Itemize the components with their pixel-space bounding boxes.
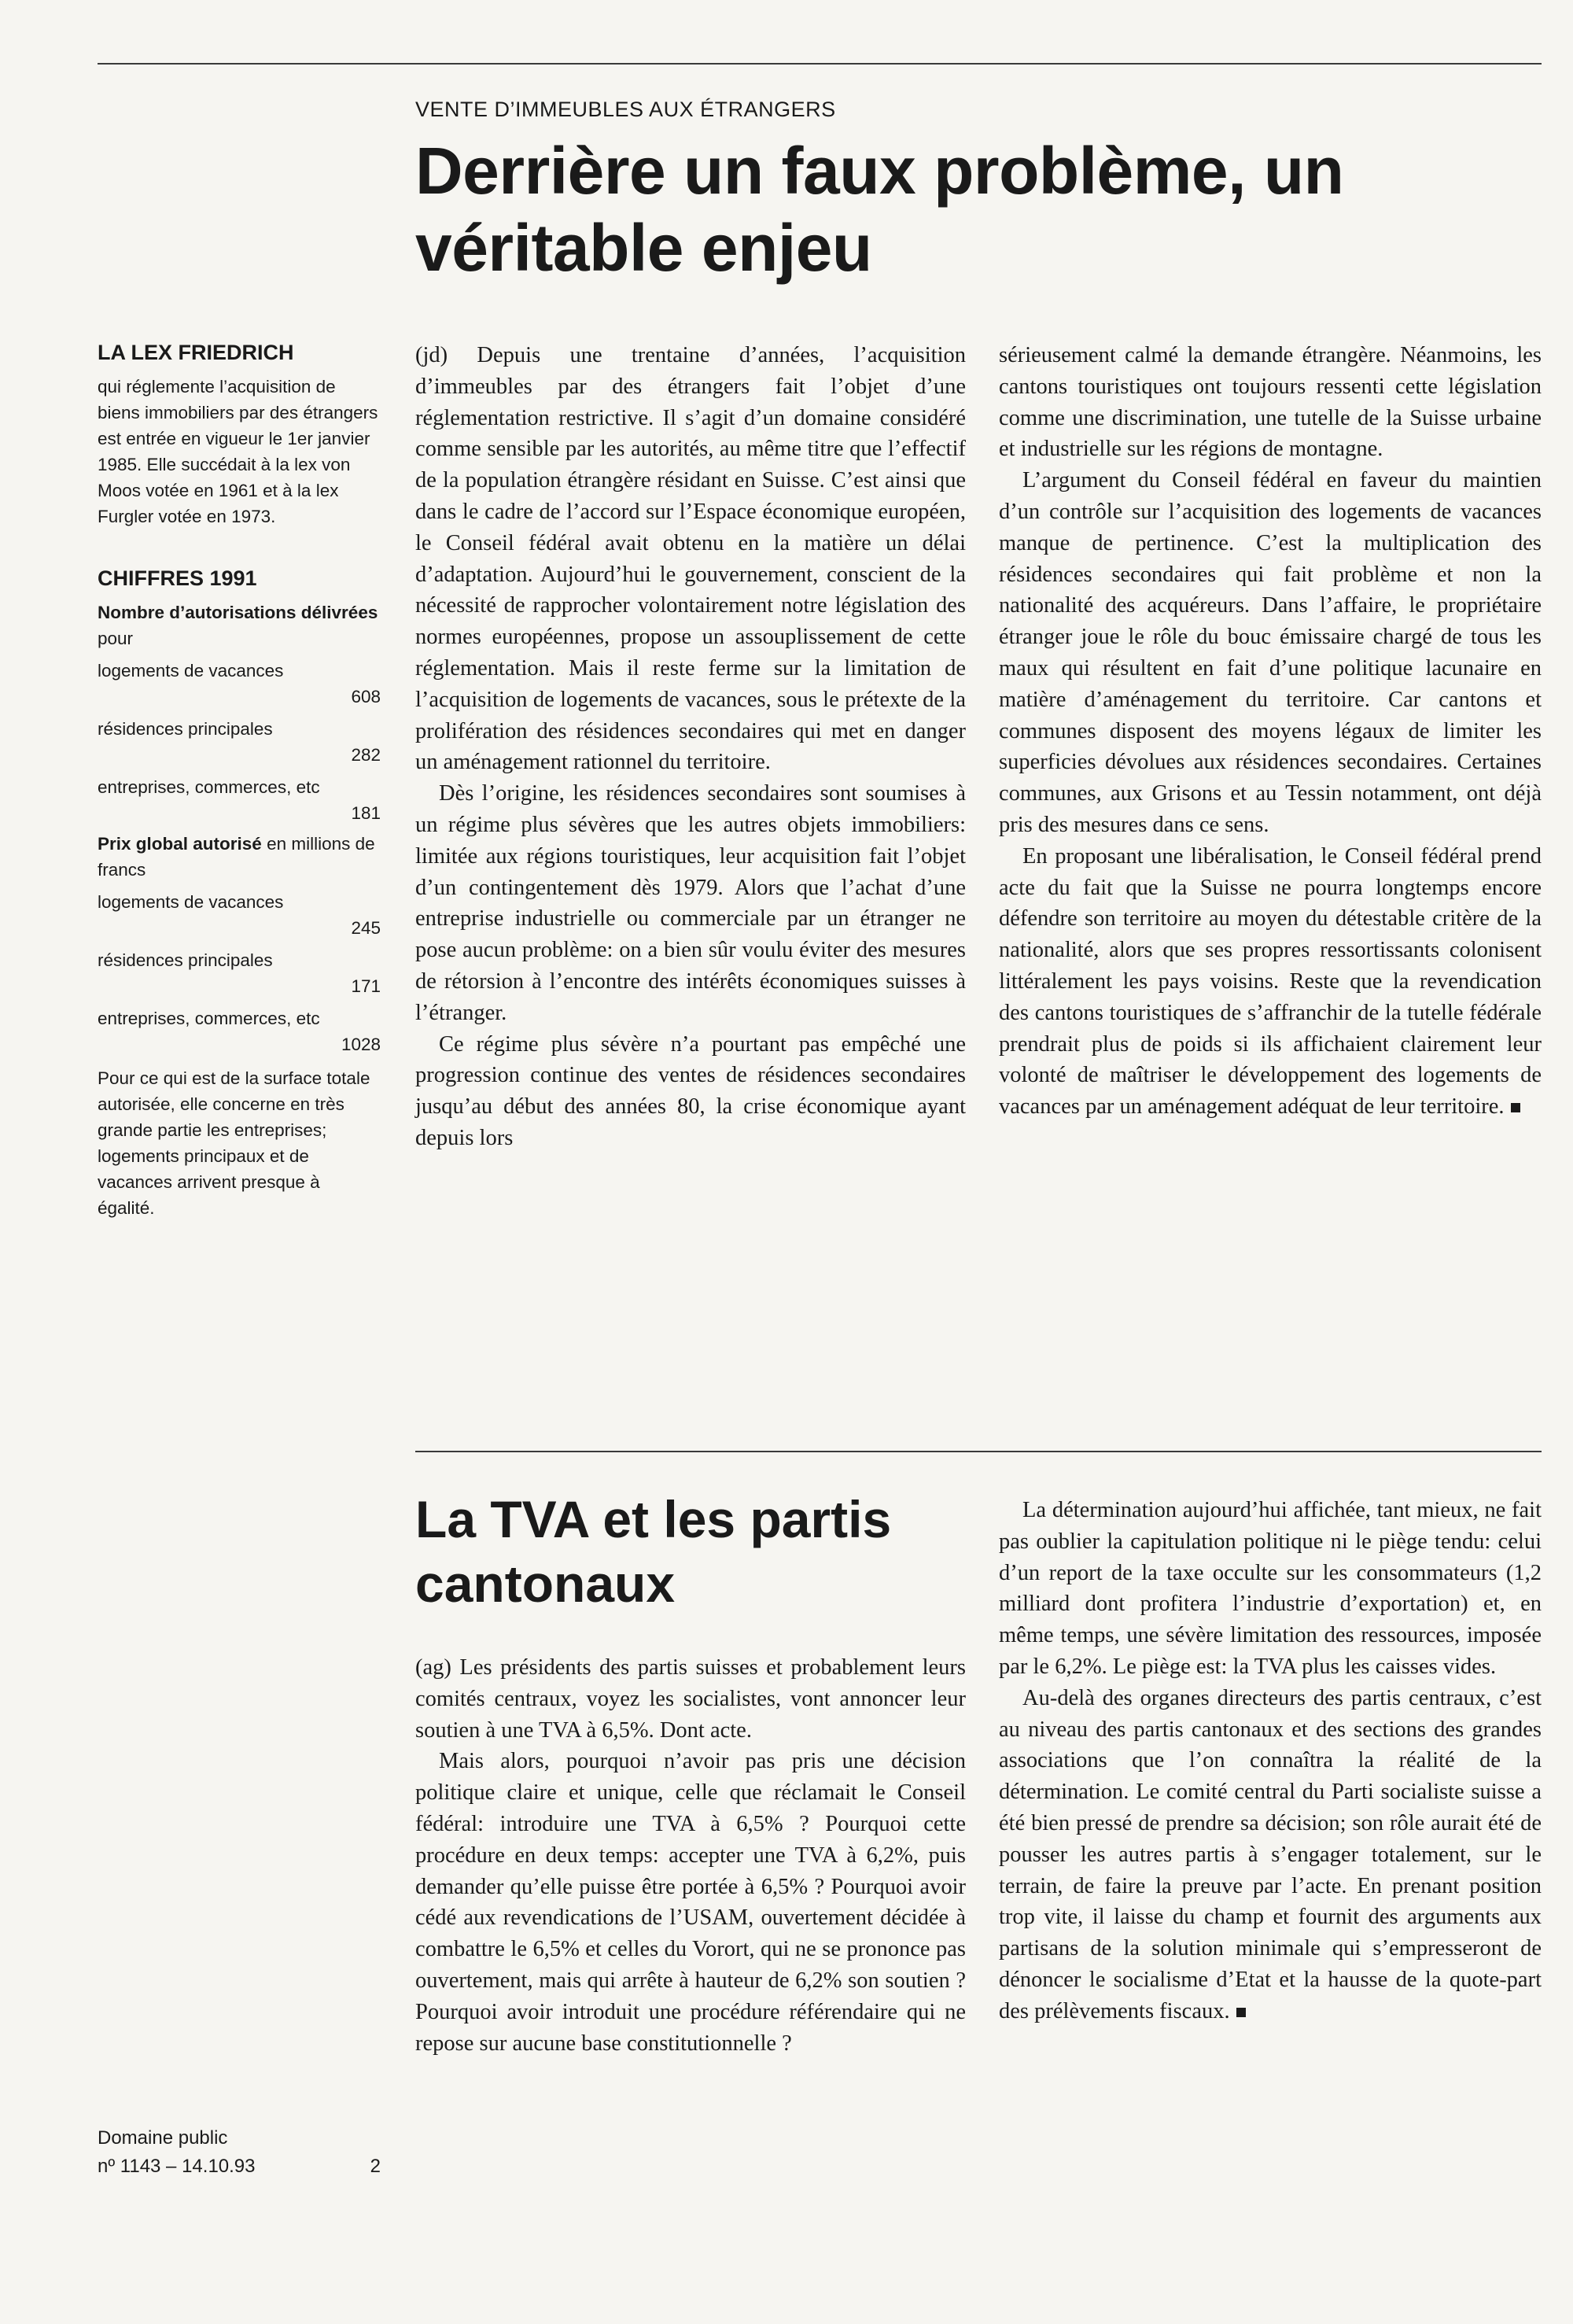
- stat-group-title: [98, 599, 381, 651]
- article1-column-2: [999, 340, 1542, 1123]
- stat-group-title-suffix: en millions de francs: [98, 834, 375, 880]
- article1-paragraph: sérieusement calmé la demande étrangère. Néanmoins, les cantons touristiques ont toujours ressenti cette législation comme une discrimination, une tutelle de la Suisse urbaine et industrielle sur les régions de montagne.: [999, 343, 1542, 462]
- stat-label: logements de vacances: [98, 892, 284, 912]
- sidebar: [98, 340, 381, 1221]
- article2-headline: La TVA et les partis cantonaux: [415, 1490, 892, 1613]
- stat-value: 1028: [341, 1035, 381, 1054]
- stat-label: résidences principales: [98, 719, 273, 739]
- article1-paragraph: L’argument du Conseil fédéral en faveur du maintien d’un contrôle sur l’acquisition des logements de vacances manque de pertinence. C’est la multiplication des résidences secondaires qui fait problème et non la nationalité des acquéreurs. Dans l’affaire, le propriétaire étranger joue le rôle du bouc émissaire chargé de tous les maux qui résultent en fait d’une politique lacunaire en matière d’aménagement du territoire. Car cantons et communes disposent des moyens légaux de limiter les superficies dévolues aux résidences secondaires. Certaines communes, aux Grisons et au Tessin notamment, ont déjà pris des mesures dans ce sens.: [999, 468, 1542, 837]
- stat-label: logements de vacances: [98, 661, 284, 681]
- stat-value: 181: [351, 803, 381, 823]
- sidebar-heading: CHIFFRES 1991: [98, 566, 257, 590]
- stat-value: 245: [351, 918, 381, 938]
- top-rule: [98, 63, 1542, 65]
- sidebar-text: qui réglemente l’acquisition de biens immobiliers par des étrangers est entrée en vigueur le 1er janvier 1985. Elle succédait à la lex von Moos votée en 1961 et à la lex Furgler votée en 1973.: [98, 377, 378, 526]
- end-mark-icon: [1236, 2008, 1246, 2017]
- sidebar-note: Pour ce qui est de la surface totale autorisée, elle concerne en très grande partie les entreprises; logements principaux et de vacances arrivent presque à égalité.: [98, 1068, 370, 1218]
- article2-paragraph: (ag) Les présidents des partis suisses et probablement leurs comités centraux, voyez les socialistes, vont annoncer leur soutien à une TVA à 6,5%. Dont acte.: [415, 1655, 966, 1743]
- article2-column-1: [415, 1652, 966, 2059]
- article-kicker: VENTE D’IMMEUBLES AUX ÉTRANGERS: [415, 98, 836, 121]
- sidebar-heading: LA LEX FRIEDRICH: [98, 341, 294, 364]
- article2-paragraph: Mais alors, pourquoi n’avoir pas pris une décision politique claire et unique, celle que réclamait le Conseil fédéral: introduire une TVA à 6,5% ? Pourquoi cette procédure en deux temps: accepter une TVA à 6,2%, puis demander qu’elle puisse être portée à 6,5% ? Pourquoi avoir cédé aux revendications de l’USAM, ouvertement décidée à combattre le 6,5% et celles du Vorort, qui ne se prononce pas ouvertement, mais qui arrête à hauteur de 6,2% son soutien ? Pourquoi avoir introduit une procédure référendaire qui ne repose sur aucune base constitutionnelle ?: [415, 1749, 966, 2056]
- stat-value: 608: [351, 687, 381, 706]
- article1-paragraph: [999, 841, 1542, 1123]
- article1-paragraph: Dès l’origine, les résidences secondaires sont soumises à un régime plus sévères que les autres objets immobiliers: limitée aux régions touristiques, leur acquisition fait l’objet d’un contingentement dès 1979. Alors que l’achat d’une entreprise industrielle ou commerciale par un étranger ne pose aucun problème: on a bien sûr voulu éviter des mesures de rétorsion à l’encontre des intérêts économiques suisses à l’étranger.: [415, 781, 966, 1025]
- article2-paragraph: [999, 1683, 1542, 2027]
- publication-name: Domaine public: [98, 2127, 228, 2149]
- article2-paragraph: La détermination aujourd’hui affichée, tant mieux, ne fait pas oublier la capitulation politique ni le piège tendu: celui d’un report de la taxe occulte sur les consommateurs (1,2 milliard dont profitera l’industrie d’exportation) et, en même temps, une sévère limitation des ressources, imposée par le 6,2%. Le piège est: la TVA plus les caisses vides.: [999, 1498, 1542, 1679]
- stat-group-title-bold: Nombre d’autorisations délivrées: [98, 603, 378, 622]
- stat-value: 282: [351, 745, 381, 765]
- stat-group-title: [98, 831, 381, 883]
- end-mark-icon: [1511, 1103, 1520, 1112]
- article1-paragraph-text: En proposant une libéralisation, le Conseil fédéral prend acte du fait que la Suisse ne pourra longtemps encore défendre son territoire au moyen du détestable critère de la nationalité, alors que ses propres ressortissants colonisent littéralement les pays voisins. Reste que la revendication des cantons touristiques de s’affranchir de la tutelle fédérale prendrait plus de poids si ils affichaient clairement leur volonté de maîtriser le développement des logements de vacances par un aménagement adéquat de leur territoire.: [999, 843, 1542, 1120]
- stat-group-title-suffix: pour: [98, 629, 134, 648]
- article2-paragraph-text: Au-delà des organes directeurs des partis centraux, c’est au niveau des partis cantonaux et des sections des grandes associations que l’on connaîtra la réalité de la détermination. Le comité central du Parti socialiste suisse a été bien pressé de prendre sa décision; son rôle aurait été de pousser les autres partis à s’engager totalement, sur le terrain, de faire la preuve par l’acte. En prenant position trop vite, il laisse du champ et fournit des arguments aux partisans de la solution minimale qui s’empresseront de dénoncer le socialisme d’Etat et la hausse de la quote-part des prélèvements fiscaux.: [999, 1685, 1542, 2023]
- stat-label: entreprises, commerces, etc: [98, 1009, 320, 1028]
- stat-label: résidences principales: [98, 950, 273, 970]
- article2-column-2: [999, 1495, 1542, 2027]
- stat-label: entreprises, commerces, etc: [98, 777, 320, 797]
- page-footer: [98, 2124, 381, 2181]
- section-rule: [415, 1451, 1542, 1452]
- page-number: 2: [370, 2156, 381, 2177]
- article-headline: Derrière un faux problème, un véritable enjeu: [415, 134, 1344, 285]
- article1-paragraph: Ce régime plus sévère n’a pourtant pas empêché une progression continue des ventes de résidences secondaires jusqu’au début des années 80, la crise économique ayant depuis lors: [415, 1031, 966, 1150]
- article1-paragraph: (jd) Depuis une trentaine d’années, l’acquisition d’immeubles par des étrangers fait l’objet d’une réglementation restrictive. Il s’agit d’un domaine considéré comme sensible par les autorités, au même titre que l’effectif de la population étrangère résidant en Suisse. C’est ainsi que dans le cadre de l’accord sur l’Espace économique européen, le Conseil fédéral avait obtenu en la matière un délai d’adaptation. Aujourd’hui le gouvernement, conscient de la nécessité de rapprocher volontairement notre législation des normes européennes, propose un assouplissement de cette réglementation. Mais il reste ferme sur la limitation de l’acquisition de logements de vacances, sous le prétexte de la prolifération des résidences secondaires qui met en danger un aménagement rationnel du territoire.: [415, 343, 966, 775]
- stat-value: 171: [351, 976, 381, 996]
- stat-group-title-bold: Prix global autorisé: [98, 834, 262, 854]
- issue-info: nº 1143 – 14.10.93: [98, 2156, 256, 2177]
- article1-column-1: [415, 340, 966, 1154]
